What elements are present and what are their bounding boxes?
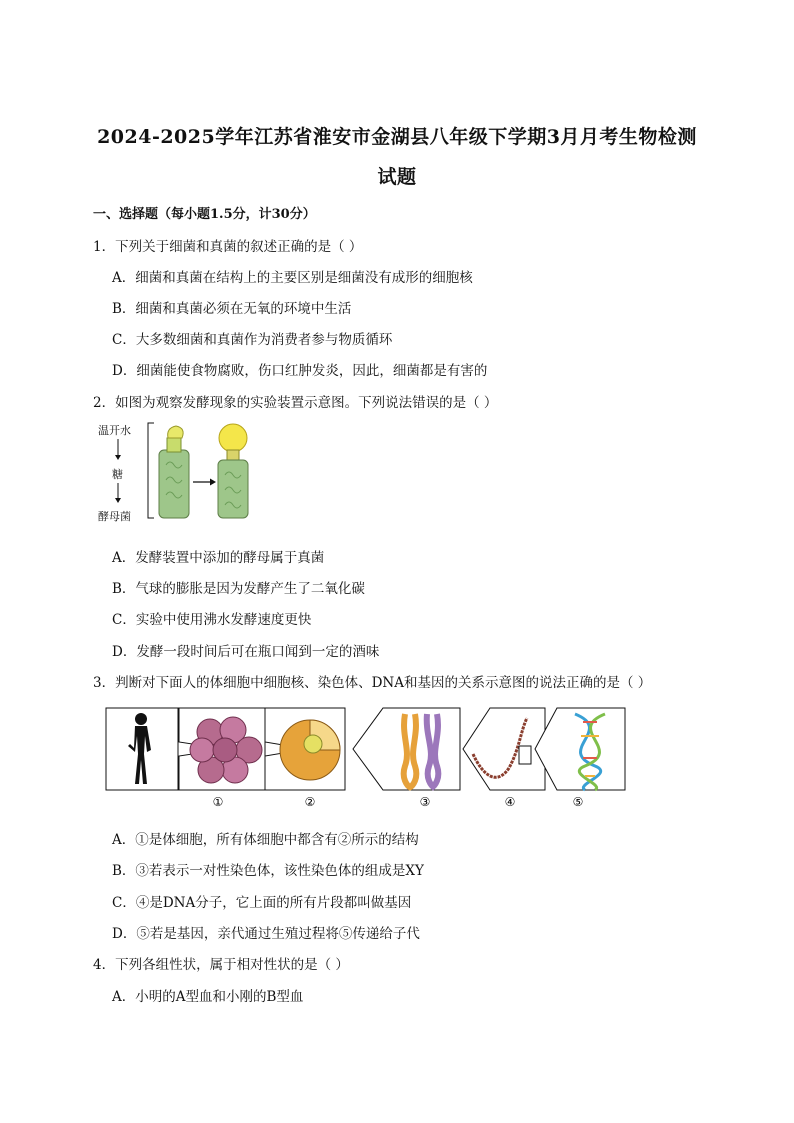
cell-chromosome-dna-figure	[105, 706, 630, 812]
question-1-option-d: D．细菌能使食物腐败，伤口红肿发炎，因此，细菌都是有害的	[112, 363, 488, 379]
question-2-option-b: B．气球的膨胀是因为发酵产生了二氧化碳	[112, 581, 365, 597]
figure-label-2: ②	[304, 795, 316, 809]
question-3-option-d: D．⑤若是基因，亲代通过生殖过程将⑤传递给子代	[112, 926, 420, 942]
cell-nucleus-icon	[280, 720, 340, 780]
question-3-option-a: A．①是体细胞，所有体细胞中都含有②所示的结构	[112, 832, 419, 848]
figure-label-3: ③	[419, 795, 431, 809]
question-4-stem: 4．下列各组性状，属于相对性状的是（ ）	[93, 957, 349, 973]
figure-label-sugar: 糖	[112, 468, 123, 481]
question-1-option-b: B．细菌和真菌必须在无氧的环境中生活	[112, 301, 352, 317]
fermentation-apparatus-figure	[96, 420, 256, 525]
question-2-option-c: C．实验中使用沸水发酵速度更快	[112, 612, 312, 628]
question-2-option-a: A．发酵装置中添加的酵母属于真菌	[112, 550, 325, 566]
bottle-with-balloon-icon	[218, 424, 248, 518]
page-title-line1: 2024-2025学年江苏省淮安市金湖县八年级下学期3月月考生物检测	[97, 126, 697, 148]
figure-label-warm-water: 温开水	[98, 424, 131, 437]
question-3-option-b: B．③若表示一对性染色体，该性染色体的组成是XY	[112, 863, 424, 879]
question-3-option-c: C．④是DNA分子，它上面的所有片段都叫做基因	[112, 895, 412, 911]
question-1-option-a: A．细菌和真菌在结构上的主要区别是细菌没有成形的细胞核	[112, 270, 473, 286]
page-title-line2: 试题	[377, 166, 417, 188]
figure-label-5: ⑤	[572, 795, 584, 809]
figure-label-1: ①	[212, 795, 224, 809]
question-3-stem: 3．判断对下面人的体细胞中细胞核、染色体、DNA和基因的关系示意图的说法正确的是（ ）	[93, 675, 652, 691]
question-1-option-c: C．大多数细菌和真菌作为消费者参与物质循环	[112, 332, 393, 348]
figure-label-yeast: 酵母菌	[98, 510, 131, 523]
question-2-option-d: D．发酵一段时间后可在瓶口闻到一定的酒味	[112, 644, 380, 660]
bottle-left-icon	[159, 426, 189, 518]
section-heading: 一、选择题（每小题1.5分，计30分）	[93, 207, 316, 222]
question-4-option-a: A．小明的A型血和小刚的B型血	[112, 989, 304, 1005]
question-2-stem: 2．如图为观察发酵现象的实验装置示意图。下列说法错误的是（ ）	[93, 395, 498, 411]
question-1-stem: 1．下列关于细菌和真菌的叙述正确的是（ ）	[93, 239, 363, 255]
figure-label-4: ④	[504, 795, 516, 809]
